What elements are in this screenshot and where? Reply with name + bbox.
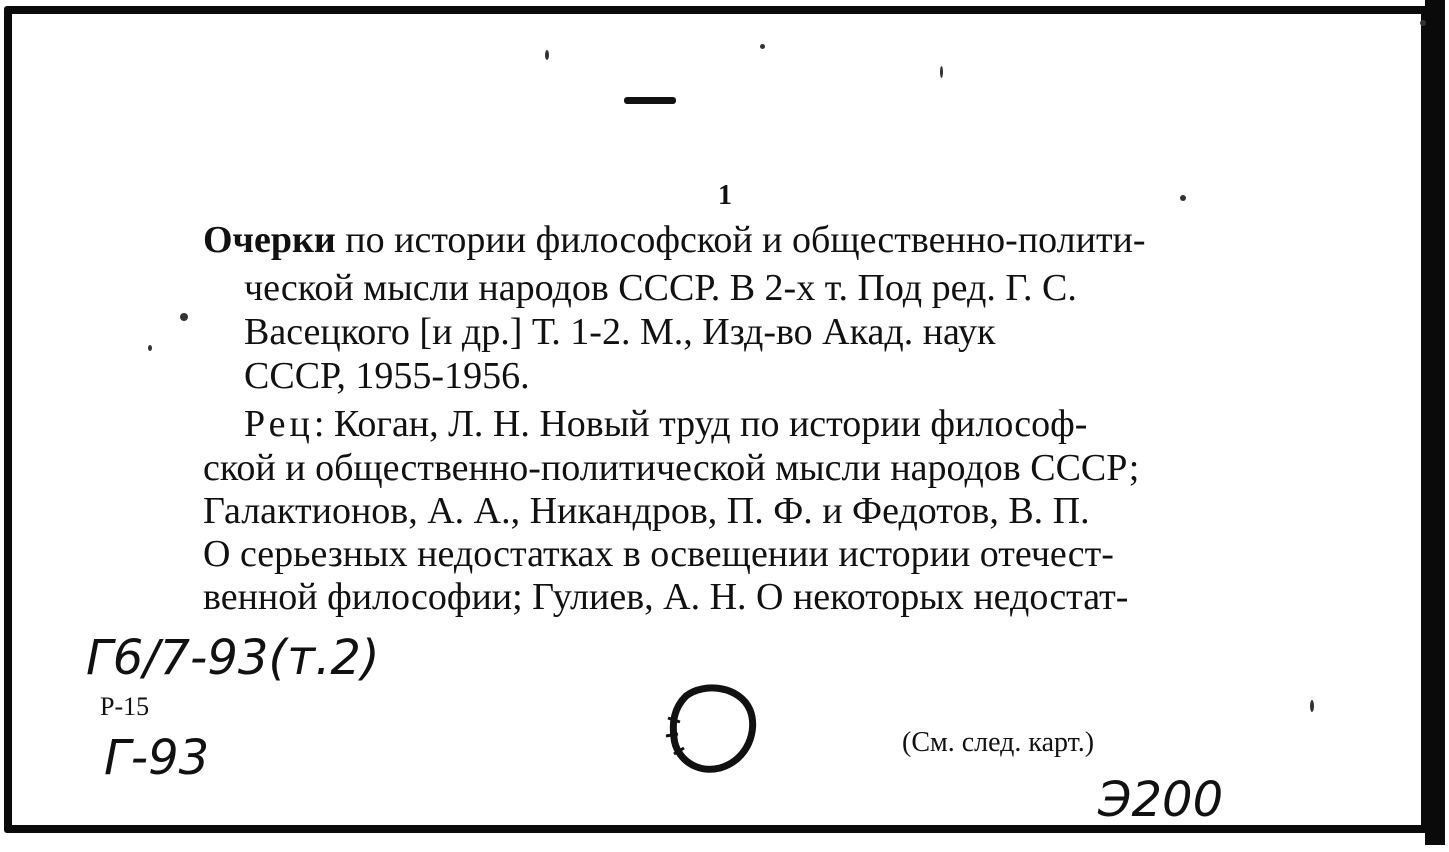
review-line-1-text: : Коган, Л. Н. Новый труд по истории философ- [313, 403, 1088, 445]
punch-hole-stamp [656, 678, 766, 778]
review-line-1 [244, 404, 1087, 444]
handwritten-number: Э200 [1098, 772, 1224, 828]
entry-line-1-text: по истории философской и общественно-полити- [335, 219, 1146, 261]
speck [148, 345, 152, 351]
review-line-4: О серьезных недостатках в освещении истории отечест- [203, 533, 1114, 575]
shelfmark-code: Р-15 [100, 692, 150, 721]
review-line-5: венной философии; Гулиев, А. Н. О некоторых недостат- [203, 576, 1129, 618]
entry-heading: Очерки [203, 219, 336, 261]
speck [760, 44, 765, 49]
speck [1420, 20, 1426, 26]
entry-line-3: Васецкого [и др.] Т. 1-2. М., Изд-во Акад. наук [244, 311, 996, 353]
shelfmark-alt: Г-93 [104, 730, 210, 786]
card-number: 1 [718, 180, 732, 211]
review-label: Рец [244, 403, 314, 445]
top-dash [624, 97, 676, 104]
card-border-right [1425, 0, 1445, 845]
speck [1310, 700, 1314, 712]
entry-line-4: СССР, 1955-1956. [244, 355, 530, 397]
speck [1180, 195, 1186, 201]
review-line-3: Галактионов, А. А., Никандров, П. Ф. и Федотов, В. П. [203, 490, 1090, 532]
entry-line-1 [203, 220, 1146, 260]
speck [180, 313, 188, 321]
speck [545, 50, 549, 60]
speck [940, 66, 943, 78]
see-next-card: (См. след. карт.) [902, 727, 1095, 758]
shelfmark-main: Г6/7-93(т.2) [86, 630, 380, 686]
entry-line-2: ческой мысли народов СССР. В 2-х т. Под ред. Г. С. [244, 267, 1077, 309]
review-line-2: ской и общественно-политической мысли народов СССР; [203, 447, 1140, 489]
